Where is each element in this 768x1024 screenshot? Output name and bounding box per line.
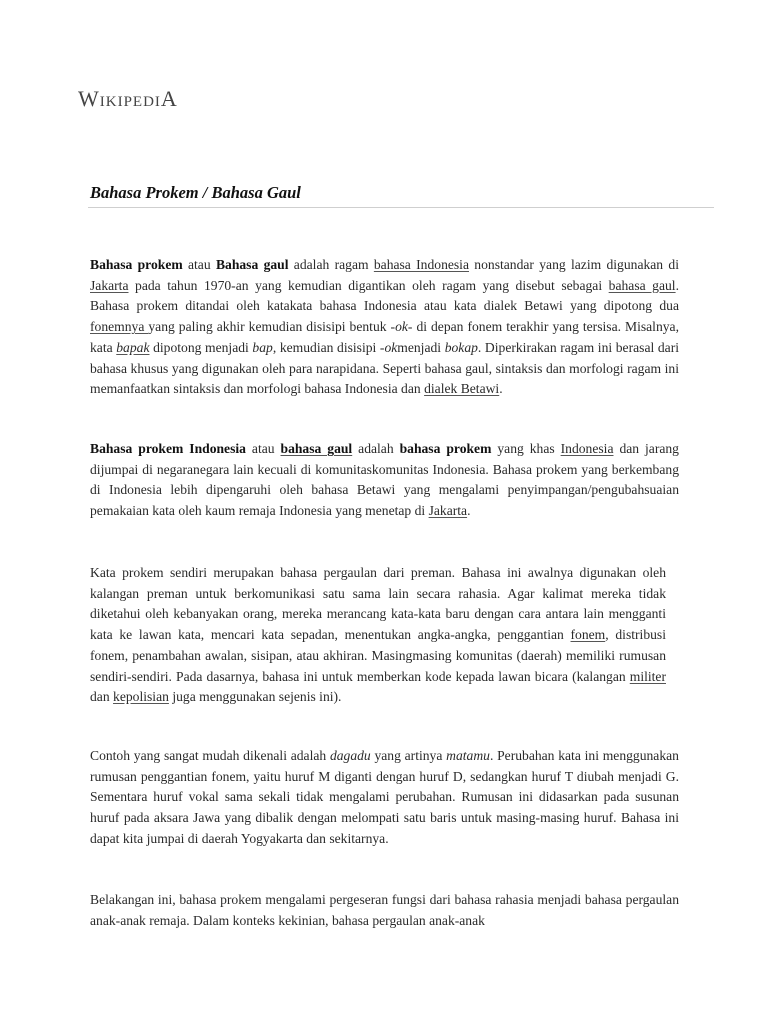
text: . bbox=[499, 381, 503, 397]
text: . Diperkirakan ragam ini berasal dari bahasa khusus yang digunakan oleh para narapidana. Seperti bahasa gaul, sintaksis dan morfologi ragam ini memanfaatkan sintaksis dan morfologi bahasa Indonesia dan bbox=[90, 339, 679, 397]
link-jakarta[interactable]: Jakarta bbox=[90, 277, 129, 293]
link-bahasa-gaul-bold[interactable] bbox=[281, 441, 353, 456]
text: adalah ragam bbox=[288, 257, 374, 272]
link-indonesia[interactable]: Indonesia bbox=[560, 441, 614, 456]
text: atau bbox=[182, 257, 216, 272]
text: Kata prokem sendiri merupakan bahasa pergaulan dari preman. Bahasa ini awalnya digunakan oleh kalangan preman untuk berkomunikasi satu sama lain secara rahasia. Agar kalimat mereka tidak diketahui oleh kebanyakan orang, mereka merancang kata-kata baru dengan cara antara lain mengganti kata ke lawan kata, mencari kata sepadan, menentukan angka-angka, penggantian bbox=[90, 565, 666, 643]
text: . Perubahan kata ini menggunakan rumusan penggantian fonem, yaitu huruf M diganti dengan huruf D, sedangkan huruf T diubah menjadi G. Sementara huruf vokal sama sekali tidak mengalami perubahan. Rumusan ini didasarkan pada susunan huruf pada aksara Jawa yang dibalik dengan melompati satu baris untuk masing-masing huruf. Bahasa ini dapat kita jumpai di daerah Yogyakarta dan sekitarnya. bbox=[90, 748, 679, 846]
wikipedia-logo: WikipediA bbox=[78, 86, 178, 111]
text: Belakangan ini, bahasa prokem mengalami pergeseran fungsi dari bahasa rahasia menjadi bahasa pergaulan anak-anak remaja. Dalam konteks kekinian, bahasa pergaulan anak-anak bbox=[90, 892, 679, 928]
italic-term: matamu bbox=[446, 748, 490, 763]
link-bahasa-indonesia[interactable]: bahasa Indonesia bbox=[373, 257, 469, 272]
italic-term: bap bbox=[252, 339, 273, 355]
bold-term: Bahasa prokem Indonesia bbox=[90, 441, 246, 456]
link-bahasa-gaul[interactable]: bahasa gaul bbox=[608, 277, 676, 293]
italic-term: dagadu bbox=[329, 748, 371, 763]
paragraph-3 bbox=[90, 563, 666, 708]
link-dialek-betawi[interactable]: dialek Betawi bbox=[424, 381, 500, 397]
text: nonstandar yang lazim digunakan di bbox=[469, 257, 679, 272]
text: yang artinya bbox=[370, 748, 447, 763]
text: , kemudian disisipi - bbox=[272, 339, 385, 355]
bold-term: bahasa prokem bbox=[399, 441, 492, 456]
text: atau bbox=[245, 441, 281, 456]
text: . Bahasa prokem ditandai oleh katakata bahasa Indonesia atau kata dialek Betawi yang dipotong dua bbox=[90, 277, 679, 314]
text: dan bbox=[90, 689, 114, 705]
text: - di depan fonem terakhir yang tersisa. Misalnya, kata bbox=[90, 319, 679, 355]
paragraph-2 bbox=[90, 439, 679, 522]
italic-term: bokap bbox=[444, 339, 478, 355]
italic-term: ok bbox=[384, 339, 398, 355]
text: dan jarang dijumpai di negaranegara lain kecuali di komunitaskomunitas Indonesia. Bahasa prokem yang berkembang di Indonesia lebih dipengaruhi oleh bahasa Betawi yang mengalami penyimpangan/pengubahsuaian pemakaian kata oleh kaum remaja Indonesia yang menetap di bbox=[90, 441, 679, 519]
text: adalah bbox=[352, 441, 400, 456]
text: yang khas bbox=[491, 441, 561, 456]
text: dipotong menjadi bbox=[149, 339, 253, 355]
italic-term: bapak bbox=[116, 339, 150, 355]
page-title: Bahasa Prokem / Bahasa Gaul bbox=[90, 183, 301, 202]
paragraph-5 bbox=[90, 890, 679, 931]
link-militer[interactable]: militer bbox=[629, 668, 666, 684]
bold-term: Bahasa gaul bbox=[215, 257, 289, 272]
text: Contoh yang sangat mudah dikenali adalah bbox=[90, 748, 330, 763]
link-fonemnya[interactable]: fonemnya bbox=[90, 319, 149, 335]
paragraph-4 bbox=[90, 746, 679, 850]
text: pada tahun 1970-an yang kemudian digantikan oleh ragam yang disebut sebagai bbox=[128, 277, 609, 293]
paragraph-1 bbox=[90, 255, 679, 400]
italic-term: ok bbox=[395, 319, 408, 335]
title-divider bbox=[88, 207, 714, 208]
text: . bbox=[467, 503, 471, 519]
bold-term: Bahasa prokem bbox=[90, 257, 183, 272]
link-fonem[interactable]: fonem bbox=[570, 627, 606, 643]
text: , distribusi fonem, penambahan awalan, sisipan, atau akhiran. Masingmasing komunitas (daerah) memiliki rumusan sendiri-sendiri. Pada dasarnya, bahasa ini untuk memberkan kode kepada lawan bicara (kalangan bbox=[90, 627, 666, 684]
link-jakarta-2[interactable]: Jakarta bbox=[428, 503, 468, 519]
text: juga menggunakan sejenis ini). bbox=[168, 689, 342, 705]
link-kepolisian[interactable]: kepolisian bbox=[113, 689, 169, 705]
text: menjadi bbox=[397, 339, 445, 355]
link-bapak[interactable] bbox=[116, 340, 149, 355]
text: yang paling akhir kemudian disisipi bentuk - bbox=[148, 319, 396, 335]
bold-term: bahasa gaul bbox=[280, 441, 353, 456]
